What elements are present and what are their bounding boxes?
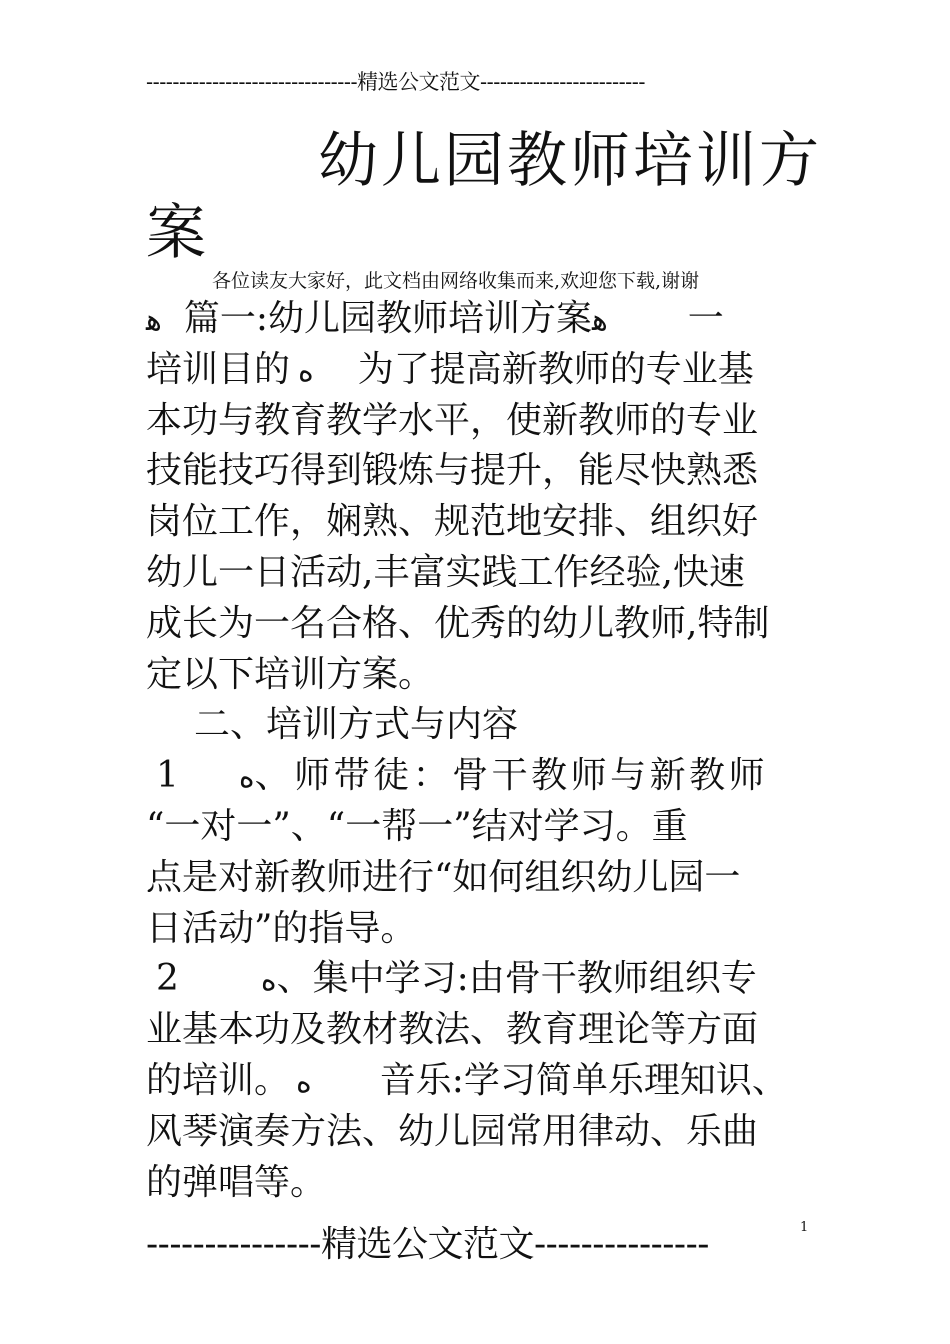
list-number: 一: [687, 298, 724, 339]
body-line: 岗位工作，娴熟、规范地安排、组织好: [146, 501, 759, 543]
title-line-1: 幼儿园教师培训方: [318, 126, 822, 196]
body-line: 成长为一名合格、优秀的幼儿教师,特制: [146, 602, 770, 644]
body-line: “一对一”、“一帮一”结对学习。重: [146, 805, 688, 847]
body-line: 日活动”的指导。: [146, 907, 417, 949]
body-line: 业基本功及教材教法、教育理论等方面: [146, 1009, 759, 1051]
list-number: 2: [156, 958, 179, 1000]
body-line: 风琴演奏方法、幼儿园常用律动、乐曲: [146, 1110, 759, 1152]
body-segment: 、师带徒：骨干教师与新教师: [254, 755, 769, 797]
section-heading: 篇一:幼儿园教师培训方案: [183, 298, 592, 339]
document-title: [146, 125, 826, 269]
mark-glyph: ﻩ: [260, 963, 277, 999]
body-line: [146, 1056, 836, 1107]
page-number: 1: [800, 1220, 809, 1235]
greeting-note: 各位读友大家好，此文档由网络收集而来,欢迎您下载,谢谢: [212, 270, 700, 292]
title-line-2: 案: [146, 198, 209, 268]
body-line: 技能技巧得到锻炼与提升，能尽快熟悉: [146, 450, 759, 492]
mark-glyph: ﻩ: [238, 760, 255, 796]
list-number: 1: [156, 755, 179, 797]
mark-glyph: ﻩ: [296, 1064, 312, 1100]
body-segment: 培训目的: [146, 348, 291, 390]
page-header: --------------------------------精选公文范文-------------------------: [146, 70, 645, 94]
body-segment: 为了提高新教师的专业基: [357, 348, 754, 390]
body-segment: 的培训。: [146, 1059, 291, 1101]
mark-glyph: ﻫ: [591, 303, 608, 338]
body-line: 本功与教育教学水平，使新教师的专业: [146, 399, 759, 441]
body-text: [146, 294, 836, 1208]
mark-glyph: ﻩ: [298, 353, 314, 389]
body-line: 的弹唱等。: [146, 1161, 327, 1203]
body-line: 点是对新教师进行“如何组织幼儿园一: [146, 856, 741, 898]
body-segment: 音乐:学习简单乐理知识、: [379, 1059, 788, 1101]
section-heading-text: 二、培训方式与内容: [194, 704, 519, 746]
body-line: [146, 345, 836, 396]
body-line: [146, 954, 836, 1005]
body-segment: 、集中学习:由骨干教师组织专: [276, 958, 757, 1000]
body-line: 定以下培训方案。: [146, 653, 435, 695]
body-line: [146, 294, 836, 345]
mark-glyph: ﻫ: [146, 303, 162, 338]
body-line: 幼儿一日活动,丰富实践工作经验,快速: [146, 551, 745, 593]
page-footer: ---------------精选公文范文---------------: [146, 1224, 709, 1265]
section-heading: [146, 700, 836, 751]
body-line: [146, 751, 836, 802]
